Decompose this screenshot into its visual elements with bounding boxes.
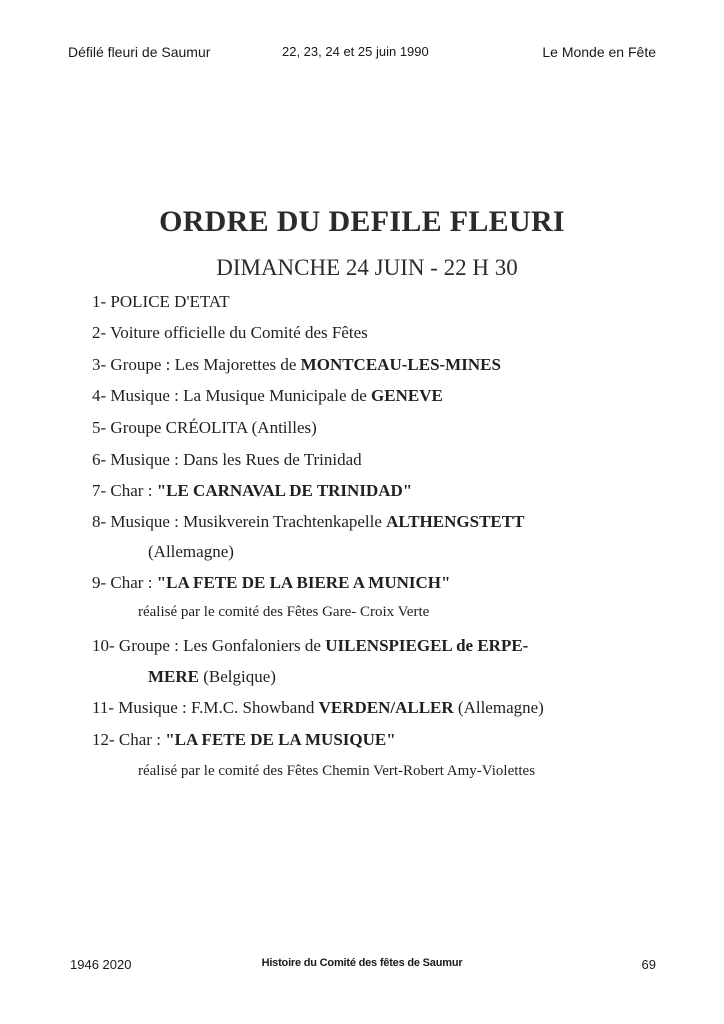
header-left: Défilé fleuri de Saumur [68,44,211,60]
entry-12-note: réalisé par le comité des Fêtes Chemin Vert-Robert Amy-Violettes [138,763,536,779]
entry-11: 11- Musique : F.M.C. Showband VERDEN/ALLER (Allemagne) [92,698,544,717]
footer-years: 1946 2020 [70,957,132,972]
entry-8: 8- Musique : Musikverein Trachtenkapelle ALTHENGSTETT [92,512,525,531]
entry-1: 1- POLICE D'ETAT [92,292,230,311]
entry-9: 9- Char : "LA FETE DE LA BIERE A MUNICH" [92,573,451,592]
entry-6: 6- Musique : Dans les Rues de Trinidad [92,450,362,469]
entry-4: 4- Musique : La Musique Municipale de GENEVE [92,386,443,405]
entry-3: 3- Groupe : Les Majorettes de MONTCEAU-LES-MINES [92,355,501,374]
entry-12: 12- Char : "LA FETE DE LA MUSIQUE" [92,730,396,749]
entry-8-continued: (Allemagne) [148,542,234,561]
page-subtitle: DIMANCHE 24 JUIN - 22 H 30 [216,255,518,280]
entry-10: 10- Groupe : Les Gonfaloniers de UILENSPIEGEL de ERPE- [92,636,529,655]
entry-7: 7- Char : "LE CARNAVAL DE TRINIDAD" [92,481,413,500]
entry-5: 5- Groupe CRÉOLITA (Antilles) [92,418,317,437]
entry-9-note: réalisé par le comité des Fêtes Gare- Croix Verte [138,604,430,620]
entry-10-continued: MERE (Belgique) [148,667,276,686]
page-number: 69 [641,957,656,972]
header-right: Le Monde en Fête [542,44,656,60]
header-dates: 22, 23, 24 et 25 juin 1990 [282,44,429,59]
entry-2: 2- Voiture officielle du Comité des Fêtes [92,323,368,342]
footer-title: Histoire du Comité des fêtes de Saumur [261,957,463,969]
page-title: ORDRE DU DEFILE FLEURI [159,205,565,238]
